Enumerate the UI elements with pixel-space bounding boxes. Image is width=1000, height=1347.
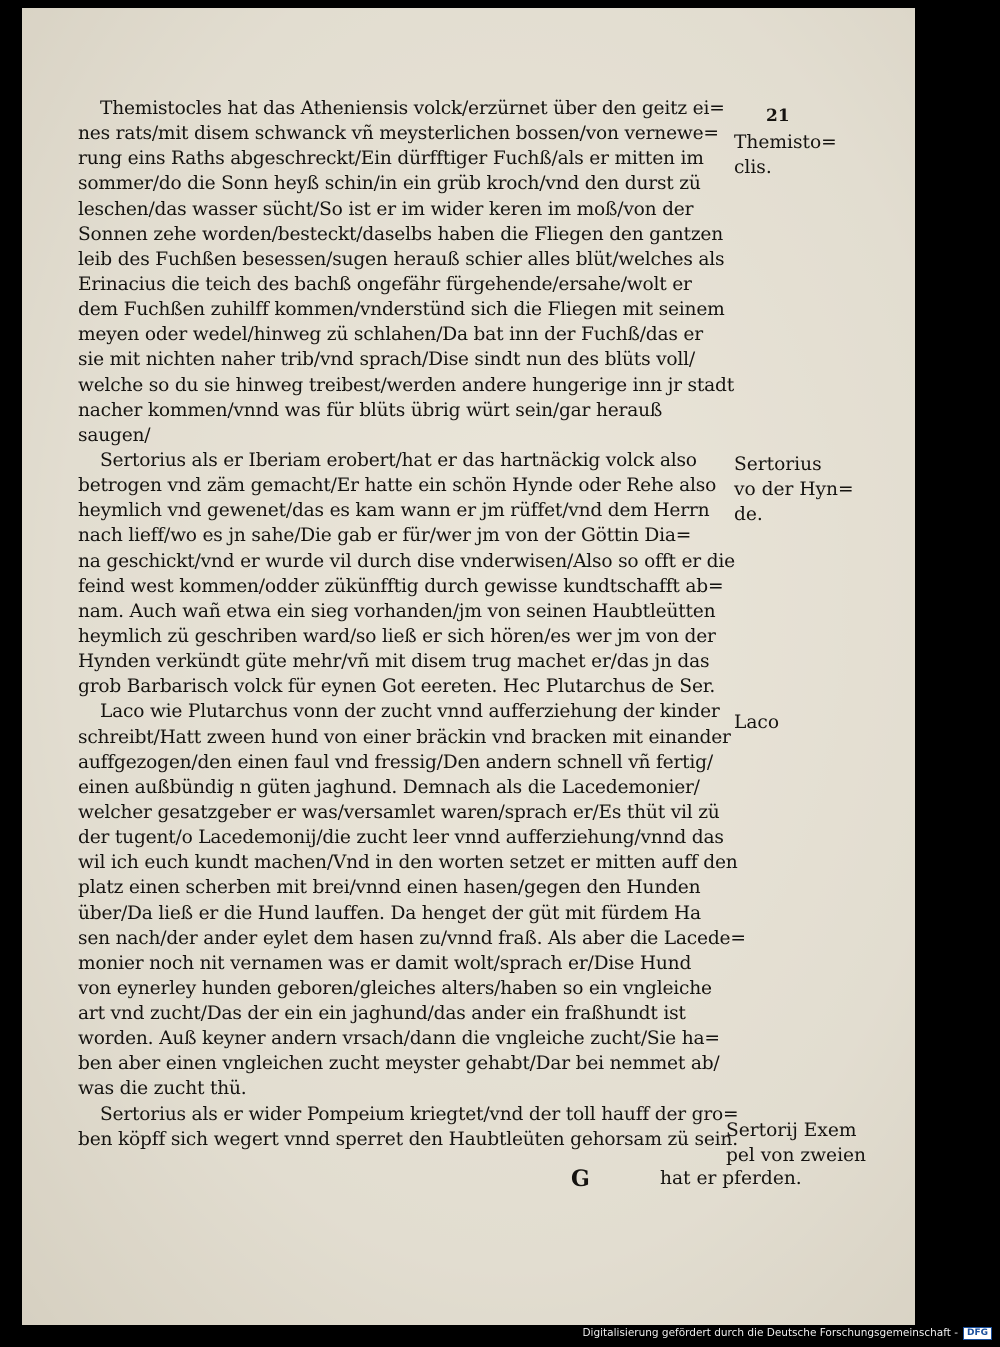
margin-note-sertorius-exemplum [726,1118,866,1168]
text-line: von eynerley hunden geboren/gleiches alters/haben so ein vngleiche [78,977,712,999]
text-line: na geschickt/vnd er wurde vil durch dise vnderwisen/Also so offt er die [78,550,735,572]
text-line: grob Barbarisch volck für eynen Got eereten. Hec Plutarchus de Ser. [78,676,716,698]
text-line: Laco wie Plutarchus vonn der zucht vnnd aufferziehung der kinder [100,701,720,723]
dfg-logo[interactable]: DFG [963,1327,992,1340]
text-line: monier noch nit vernamen was er damit wolt/sprach er/Dise Hund [78,952,692,974]
margin-note-line: Laco [734,712,780,733]
margin-note-line: Sertorij Exem [726,1120,857,1141]
catchword-line: hat er pferden. [660,1168,802,1189]
text-line: heymlich vnd gewenet/das es kam wann er jm rüffet/vnd dem Herrn [78,500,710,522]
text-line: leib des Fuchßen besessen/sugen herauß schier alles blüt/welches als [78,248,725,270]
text-line: meyen oder wedel/hinweg zü schlahen/Da bat inn der Fuchß/das er [78,324,703,346]
text-line: auffgezogen/den einen faul vnd fressig/Den andern schnell vñ fertig/ [78,751,713,773]
text-line: über/Da ließ er die Hund lauffen. Da henget der güt mit fürdem Ha [78,902,701,924]
text-line: Sonnen zehe worden/besteckt/daselbs haben die Fliegen den gantzen [78,223,723,245]
margin-note-laco [734,710,779,735]
footer-credit [582,1326,992,1340]
text-line: Hynden verkündt güte mehr/vñ mit disem trug machet er/das jn das [78,651,710,673]
text-line: der tugent/o Lacedemonij/die zucht leer vnnd aufferziehung/vnnd das [78,827,724,849]
text-line: feind west kommen/odder zükünfftig durch gewisse kundtschafft ab= [78,575,724,597]
text-line: sen nach/der ander eylet dem hasen zu/vnnd fraß. Als aber die Lacede= [78,927,746,949]
text-line: Sertorius als er wider Pompeium kriegtet/vnd der toll hauff der gro= [100,1103,739,1125]
text-line: nes rats/mit disem schwanck vñ meysterlichen bossen/von vernewe= [78,123,719,145]
margin-note-line: vo der Hyn= [734,479,854,501]
margin-note-themistocles [734,130,837,180]
text-line: ben aber einen vngleichen zucht meyster gehabt/Dar bei nemmet ab/ [78,1053,720,1075]
paragraph-themistocles [78,96,735,448]
text-line: nam. Auch wañ etwa ein sieg vorhanden/jm von seinen Haubtleütten [78,600,716,622]
text-line: leschen/das wasser sücht/So ist er im wider keren im moß/von der [78,198,694,220]
margin-note-line: Themisto= [734,132,837,153]
text-line: sie mit nichten naher trib/vnd sprach/Dise sindt nun des blüts voll/ [78,349,695,371]
text-line: platz einen scherben mit brei/vnnd einen hasen/gegen den Hunden [78,877,701,899]
text-line: art vnd zucht/Das der ein ein jaghund/das ander ein fraßhundt ist [78,1003,686,1025]
page-number: 21 [766,106,790,126]
text-line: ben köpff sich wegert vnnd sperret den Haubtleüten gehorsam zü sein. [78,1128,738,1150]
margin-note-line: de. [734,504,763,526]
paragraph-sertorius-horses [78,1102,739,1152]
text-line: nach lieff/wo es jn sahe/Die gab er für/wer jm von der Göttin Dia= [78,525,692,547]
text-line: schreibt/Hatt zween hund von einer bräckin vnd bracken mit einander [78,726,731,748]
text-line: saugen/ [78,424,151,446]
main-text-block [78,96,746,1152]
text-line: Erinacius die teich des bachß ongefähr fürgehende/ersahe/wolt er [78,273,692,295]
margin-note-line: clis. [734,157,772,179]
margin-note-line: pel von zweien [726,1145,866,1167]
text-line: einen außbündig n güten jaghund. Demnach als die Lacedemonier/ [78,776,700,798]
paragraph-laco [78,699,746,1101]
footer-text: Digitalisierung gefördert durch die Deutsche Forschungsgemeinschaft - [582,1327,958,1339]
signature-mark: G [571,1166,590,1192]
margin-note-sertorius [734,452,854,527]
text-line: welcher gesatzgeber er was/versamlet waren/sprach er/Es thüt vil zü [78,801,720,823]
text-line: wil ich euch kundt machen/Vnd in den worten setzet er mitten auff den [78,852,738,874]
text-line: sommer/do die Sonn heyß schin/in ein grüb kroch/vnd den durst zü [78,173,701,195]
text-line: betrogen vnd zäm gemacht/Er hatte ein schön Hynde oder Rehe also [78,475,717,497]
text-line: worden. Auß keyner andern vrsach/dann die vngleiche zucht/Sie ha= [78,1028,720,1050]
text-line: was die zucht thü. [78,1078,247,1100]
text-line: heymlich zü geschriben ward/so ließ er sich hören/es wer jm von der [78,625,716,647]
text-line: nacher kommen/vnnd was für blüts übrig würt sein/gar herauß [78,399,663,421]
text-line: welche so du sie hinweg treibest/werden andere hungerige inn jr stadt [78,374,735,396]
text-line: Themistocles hat das Atheniensis volck/erzürnet über den geitz ei= [100,98,725,119]
text-line: dem Fuchßen zuhilff kommen/vnderstünd sich die Fliegen mit seinem [78,299,725,321]
text-line: Sertorius als er Iberiam erobert/hat er das hartnäckig volck also [100,449,697,471]
margin-note-line: Sertorius [734,454,822,475]
text-line: rung eins Raths abgeschreckt/Ein dürfftiger Fuchß/als er mitten im [78,148,704,170]
paragraph-sertorius-hind [78,448,735,699]
